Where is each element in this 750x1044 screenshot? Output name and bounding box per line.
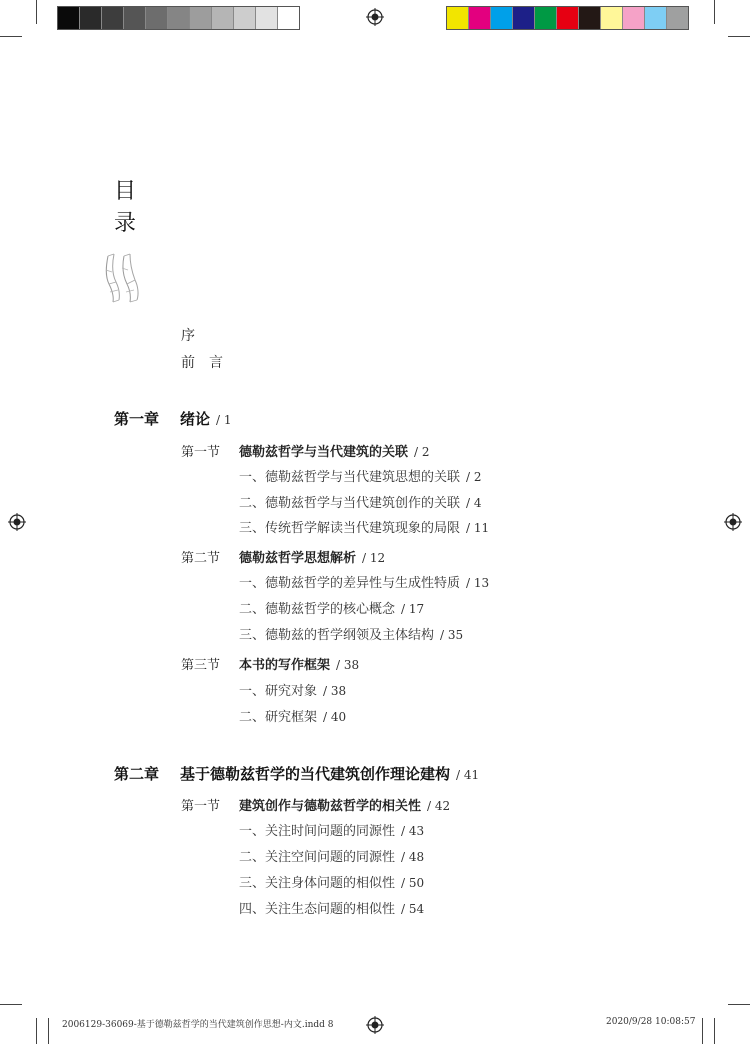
item-page: / 38 (323, 684, 347, 698)
crop-mark (728, 36, 750, 37)
chapter-number: 第二章 (114, 765, 160, 783)
registration-mark-icon (724, 513, 742, 531)
item-text: 四、关注生态问题的相似性 (239, 902, 396, 917)
crop-mark (36, 1018, 37, 1044)
color-swatch (447, 7, 469, 29)
section-number: 第二节 (181, 551, 221, 566)
toc-item[interactable] (239, 898, 424, 917)
item-page: / 40 (323, 710, 347, 724)
footer-file-slug: 2006129-36069-基于德勒兹哲学的当代建筑创作思想-内文.indd 8 (62, 1020, 334, 1030)
toc-section[interactable] (181, 795, 450, 814)
item-page: / 2 (466, 470, 482, 484)
gray-swatch (146, 7, 168, 29)
section-number: 第一节 (181, 799, 221, 814)
color-swatch (579, 7, 601, 29)
toc-title-char-2: 录 (114, 211, 137, 236)
crop-mark (0, 36, 22, 37)
gray-swatch (256, 7, 278, 29)
color-swatch (645, 7, 667, 29)
toc-chapter[interactable] (114, 408, 232, 429)
toc-foreword[interactable]: 前 言 (181, 355, 223, 371)
crop-mark (728, 1004, 750, 1005)
item-page: / 54 (401, 902, 425, 916)
toc-title-char-1: 目 (114, 179, 137, 204)
toc-section[interactable] (181, 547, 385, 566)
color-swatch (667, 7, 688, 29)
color-swatch (491, 7, 513, 29)
section-title: 本书的写作框架 (239, 658, 331, 673)
chapter-number: 第一章 (114, 410, 160, 428)
item-page: / 50 (401, 876, 425, 890)
item-text: 二、德勒兹哲学的核心概念 (239, 602, 396, 617)
item-page: / 48 (401, 850, 425, 864)
toc-item[interactable] (239, 517, 489, 536)
item-text: 三、关注身体问题的相似性 (239, 876, 396, 891)
item-page: / 11 (466, 521, 490, 535)
item-text: 二、研究框架 (239, 710, 318, 725)
gray-swatch (102, 7, 124, 29)
section-page: / 2 (414, 445, 430, 459)
toc-item[interactable] (239, 492, 482, 511)
gray-swatch (168, 7, 190, 29)
section-number: 第三节 (181, 658, 221, 673)
item-text: 一、德勒兹哲学的差异性与生成性特质 (239, 576, 461, 591)
item-page: / 4 (466, 496, 482, 510)
color-swatch (557, 7, 579, 29)
gray-swatch (278, 7, 299, 29)
gray-swatch (212, 7, 234, 29)
chapter-page: / 41 (456, 768, 480, 782)
item-text: 二、关注空间问题的同源性 (239, 850, 396, 865)
crop-mark (714, 1018, 715, 1044)
sketch-ornament-icon (100, 250, 144, 308)
crop-mark (0, 1004, 22, 1005)
chapter-title: 基于德勒兹哲学的当代建筑创作理论建构 (180, 765, 451, 783)
gray-swatch (80, 7, 102, 29)
item-page: / 17 (401, 602, 425, 616)
section-page: / 38 (336, 658, 360, 672)
crop-mark (702, 1018, 703, 1044)
chapter-title: 绪论 (180, 410, 211, 428)
section-page: / 42 (427, 799, 451, 813)
gray-swatch (124, 7, 146, 29)
toc-item[interactable] (239, 598, 424, 617)
registration-mark-icon (366, 8, 384, 26)
toc-item[interactable] (239, 846, 424, 865)
gray-swatch (234, 7, 256, 29)
item-text: 三、德勒兹的哲学纲领及主体结构 (239, 628, 435, 643)
item-text: 一、关注时间问题的同源性 (239, 824, 396, 839)
toc-item[interactable] (239, 706, 346, 725)
crop-mark (48, 1018, 49, 1044)
item-text: 一、研究对象 (239, 684, 318, 699)
registration-mark-icon (366, 1016, 384, 1034)
crop-mark (714, 0, 715, 24)
toc-item[interactable] (239, 680, 346, 699)
chapter-page: / 1 (216, 413, 232, 427)
item-text: 二、德勒兹哲学与当代建筑创作的关联 (239, 496, 461, 511)
crop-mark (36, 0, 37, 24)
gray-swatch (58, 7, 80, 29)
toc-item[interactable] (239, 572, 489, 591)
item-page: / 13 (466, 576, 490, 590)
registration-mark-icon (8, 513, 26, 531)
color-swatch (601, 7, 623, 29)
toc-item[interactable] (239, 820, 424, 839)
item-text: 三、传统哲学解读当代建筑现象的局限 (239, 521, 461, 536)
toc-section[interactable] (181, 441, 430, 460)
footer-date-slug: 2020/9/28 10:08:57 (606, 1017, 696, 1027)
section-number: 第一节 (181, 445, 221, 460)
gray-scale-bar (57, 6, 300, 30)
toc-section[interactable] (181, 654, 359, 673)
color-swatch (469, 7, 491, 29)
section-title: 德勒兹哲学思想解析 (239, 551, 357, 566)
item-page: / 35 (440, 628, 464, 642)
process-color-bar (446, 6, 689, 30)
toc-chapter[interactable] (114, 763, 479, 784)
color-swatch (535, 7, 557, 29)
color-swatch (513, 7, 535, 29)
color-swatch (623, 7, 645, 29)
section-title: 建筑创作与德勒兹哲学的相关性 (239, 799, 422, 814)
section-title: 德勒兹哲学与当代建筑的关联 (239, 445, 409, 460)
toc-preface[interactable]: 序 (181, 328, 195, 344)
toc-item[interactable] (239, 624, 463, 643)
gray-swatch (190, 7, 212, 29)
section-page: / 12 (362, 551, 386, 565)
toc-item[interactable] (239, 872, 424, 891)
item-page: / 43 (401, 824, 425, 838)
item-text: 一、德勒兹哲学与当代建筑思想的关联 (239, 470, 461, 485)
toc-item[interactable] (239, 466, 482, 485)
